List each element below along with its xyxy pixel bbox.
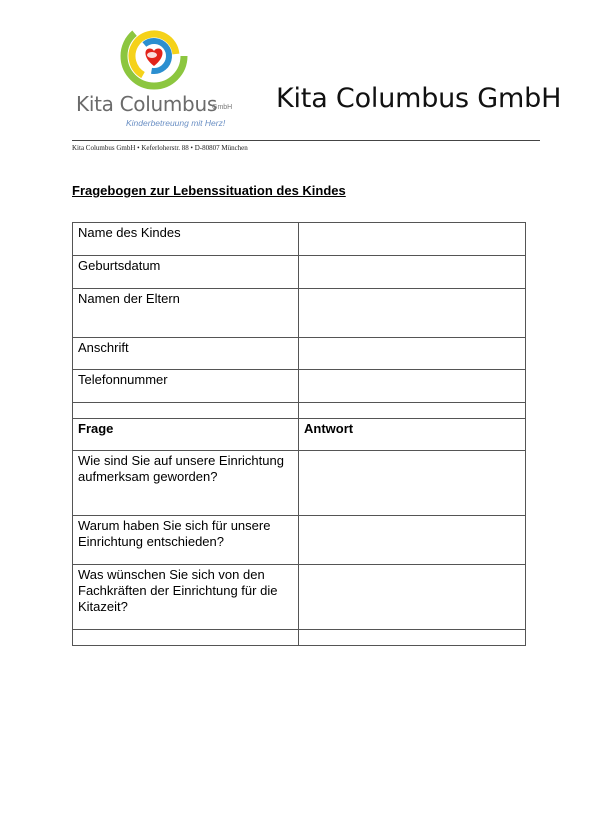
question-text: Was wünschen Sie sich von den Fachkräften der Einrichtung für die Kitazeit? <box>73 565 299 630</box>
table-row <box>73 289 526 338</box>
row-label: Geburtsdatum <box>73 256 299 289</box>
table-row <box>73 516 526 565</box>
questionnaire-table <box>72 222 526 646</box>
empty-cell <box>73 403 299 419</box>
row-label: Namen der Eltern <box>73 289 299 338</box>
answer-field[interactable] <box>299 256 526 289</box>
logo-name: Kita Columbus <box>76 92 217 116</box>
logo-suffix: GmbH <box>212 104 233 111</box>
empty-cell <box>299 403 526 419</box>
empty-cell <box>299 630 526 646</box>
row-label: Telefonnummer <box>73 370 299 403</box>
header-divider <box>72 140 540 141</box>
question-header-row <box>73 419 526 451</box>
answer-field[interactable] <box>299 451 526 516</box>
table-row <box>73 451 526 516</box>
form-title: Fragebogen zur Lebenssituation des Kindes <box>72 183 346 198</box>
answer-field[interactable] <box>299 338 526 370</box>
table-row <box>73 223 526 256</box>
answer-field[interactable] <box>299 516 526 565</box>
question-column-header: Frage <box>73 419 299 451</box>
logo-swirl-icon <box>119 20 189 92</box>
question-text: Wie sind Sie auf unsere Einrichtung aufmerksam geworden? <box>73 451 299 516</box>
table-row <box>73 338 526 370</box>
answer-field[interactable] <box>299 370 526 403</box>
row-label: Name des Kindes <box>73 223 299 256</box>
answer-field[interactable] <box>299 565 526 630</box>
answer-field[interactable] <box>299 289 526 338</box>
empty-cell <box>73 630 299 646</box>
row-label: Anschrift <box>73 338 299 370</box>
company-logo <box>72 20 242 132</box>
answer-column-header: Antwort <box>299 419 526 451</box>
company-title: Kita Columbus GmbH <box>276 83 562 114</box>
spacer-row <box>73 403 526 419</box>
question-text: Warum haben Sie sich für unsere Einrichtung entschieden? <box>73 516 299 565</box>
table-row <box>73 565 526 630</box>
table-row <box>73 256 526 289</box>
answer-field[interactable] <box>299 223 526 256</box>
spacer-row <box>73 630 526 646</box>
table-row <box>73 370 526 403</box>
company-address: Kita Columbus GmbH • Keferloherstr. 88 • D-80807 München <box>72 144 248 152</box>
logo-tagline: Kinderbetreuung mit Herz! <box>126 118 226 128</box>
